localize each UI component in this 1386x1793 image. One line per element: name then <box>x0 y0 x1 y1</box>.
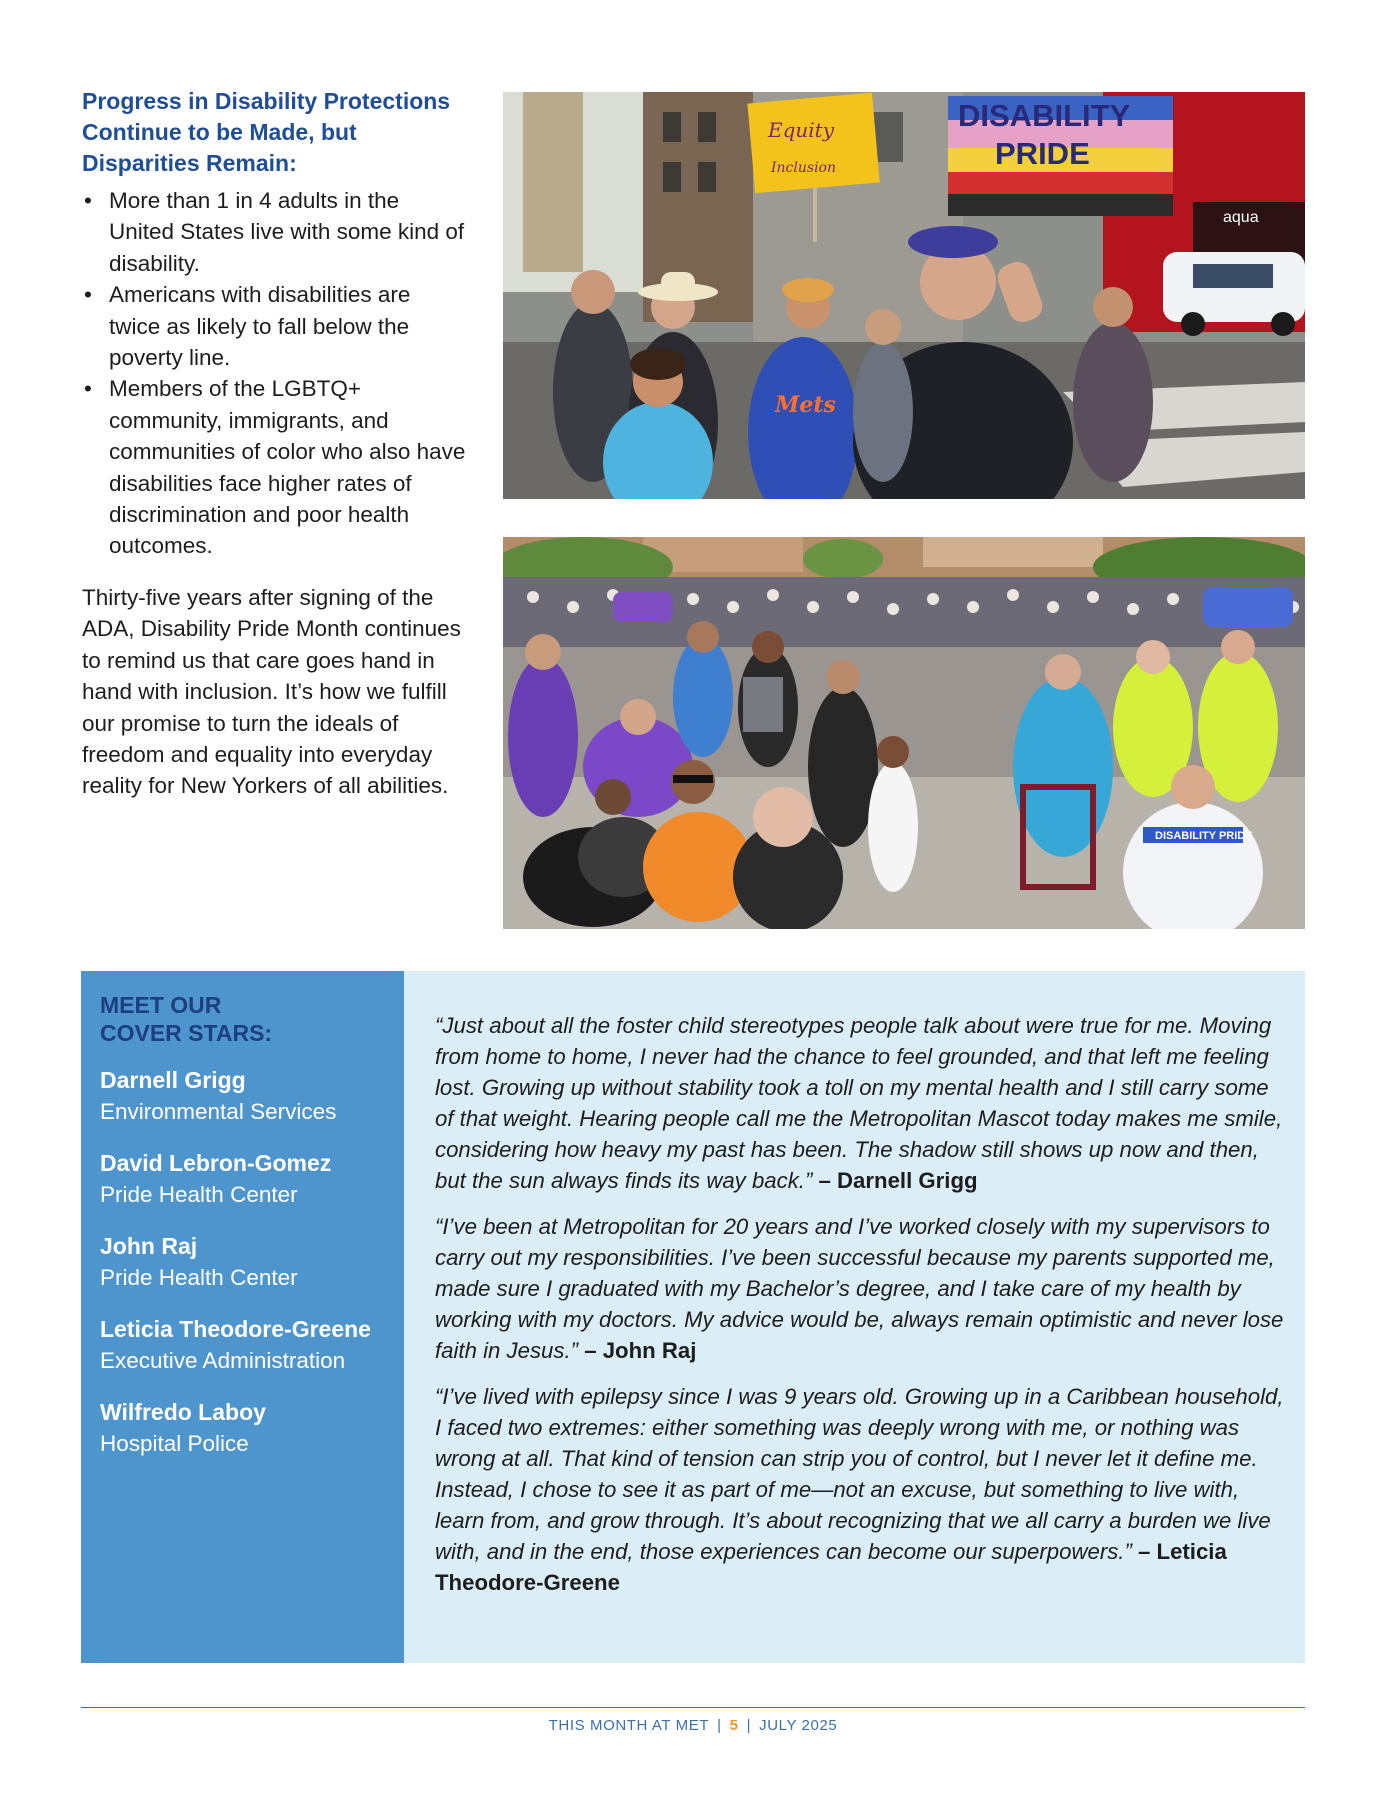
cover-star-name: Leticia Theodore-Greene <box>100 1316 371 1342</box>
cover-stars-heading <box>100 991 394 1047</box>
cover-star-name: Darnell Grigg <box>100 1067 246 1093</box>
shirt-text-disability-pride: DISABILITY PRIDE <box>1155 830 1253 842</box>
quote-text: “Just about all the foster child stereotypes people talk about were true for me. Moving from home to home, I never had the chance to feel grounded, and that left me feeling lost. Growing up without stability took a toll on my mental health and I still carry some of that weight. Hearing people call me the Metropolitan Mascot today makes me smile, considering how heavy my past has been. The shadow still shows up now and then, but the sun always finds its way back.” <box>435 1013 1283 1193</box>
page-footer <box>0 1717 1386 1734</box>
cover-star-department: Pride Health Center <box>100 1265 298 1290</box>
list-item <box>82 185 467 279</box>
cover-star-department: Environmental Services <box>100 1099 337 1124</box>
article-left-column <box>82 86 467 802</box>
quote-attribution: – John Raj <box>584 1338 697 1363</box>
photo-plaza-crowd <box>503 537 1305 929</box>
plaza-crowd-illustration <box>503 537 1305 929</box>
bullet-text: Members of the LGBTQ+ community, immigrants, and communities of color who also have disabilities face higher rates of discrimination and poor health outcomes. <box>109 376 466 559</box>
sign-text-disability: DISABILITY <box>958 98 1131 133</box>
cover-stars-heading-line2: COVER STARS: <box>100 1020 273 1046</box>
footer-date: JULY 2025 <box>759 1717 838 1734</box>
cover-star-name: David Lebron-Gomez <box>100 1150 332 1176</box>
street-march-illustration <box>503 92 1305 499</box>
sign-text-pride: PRIDE <box>995 136 1090 171</box>
photo-street-march <box>503 92 1305 499</box>
quote-darnell-grigg <box>435 1010 1287 1196</box>
bullet-icon: • <box>84 282 92 308</box>
cover-star-item <box>100 1314 394 1376</box>
bullet-icon: • <box>84 376 92 402</box>
shirt-text-mets: Mets <box>775 392 836 418</box>
list-item <box>82 373 467 561</box>
quote-attribution: – Darnell Grigg <box>818 1168 978 1193</box>
cover-star-department: Pride Health Center <box>100 1182 298 1207</box>
cover-stars-heading-line1: MEET OUR <box>100 992 222 1018</box>
quote-leticia-theodore-greene <box>435 1381 1287 1598</box>
statistics-list <box>82 185 467 562</box>
footer-divider <box>81 1707 1305 1708</box>
cover-star-item <box>100 1231 394 1293</box>
cover-star-item <box>100 1065 394 1127</box>
list-item <box>82 279 467 373</box>
storefront-sign: aqua <box>1223 209 1259 226</box>
cover-stars-quotes <box>404 971 1305 1663</box>
footer-separator: | <box>717 1717 722 1734</box>
cover-star-department: Executive Administration <box>100 1348 346 1373</box>
bullet-text: Americans with disabilities are twice as likely to fall below the poverty line. <box>109 282 411 371</box>
quote-text: “I’ve been at Metropolitan for 20 years and I’ve worked closely with my supervisors to carry out my responsibilities. I’ve been successful because my parents supported me, made sure I graduated with my Bachelor’s degree, and I take care of my health by working with my doctors. My advice would be, always remain optimistic and never lose faith in Jesus.” <box>435 1214 1284 1363</box>
cover-star-name: John Raj <box>100 1233 198 1259</box>
sign-text-inclusion: Inclusion <box>771 160 836 176</box>
cover-stars-sidebar <box>81 971 404 1663</box>
quote-john-raj <box>435 1211 1287 1366</box>
cover-stars-section <box>81 971 1305 1663</box>
bullet-text: More than 1 in 4 adults in the United States live with some kind of disability. <box>109 188 465 276</box>
section-heading: Progress in Disability Protections Continue to be Made, but Disparities Remain: <box>82 88 451 176</box>
page-number: 5 <box>729 1717 739 1734</box>
cover-star-department: Hospital Police <box>100 1431 249 1456</box>
cover-star-item <box>100 1397 394 1459</box>
footer-publication: THIS MONTH AT MET <box>548 1717 710 1734</box>
sign-text-equity: Equity <box>768 118 835 142</box>
body-paragraph: Thirty-five years after signing of the ADA, Disability Pride Month continues to remind us that care goes hand in hand with inclusion. It’s how we fulfill our promise to turn the ideals of freedom and equality into everyday reality for New Yorkers of all abilities. <box>82 584 461 799</box>
quote-text: “I’ve lived with epilepsy since I was 9 years old. Growing up in a Caribbean household, I faced two extremes: either something was deeply wrong with me, or nothing was wrong at all. That kind of tension can strip you of control, but I never let it define me. Instead, I chose to see it as part of me—not an excuse, but something to live with, learn from, and grow through. It’s about recognizing that we all carry a burden we live with, and in the end, those experiences can become our superpowers.” <box>435 1384 1284 1564</box>
cover-star-name: Wilfredo Laboy <box>100 1399 266 1425</box>
bullet-icon: • <box>84 188 92 213</box>
cover-star-item <box>100 1148 394 1210</box>
quote-attribution: – Leticia Theodore-Greene <box>435 1539 1227 1595</box>
footer-separator: | <box>746 1717 752 1734</box>
